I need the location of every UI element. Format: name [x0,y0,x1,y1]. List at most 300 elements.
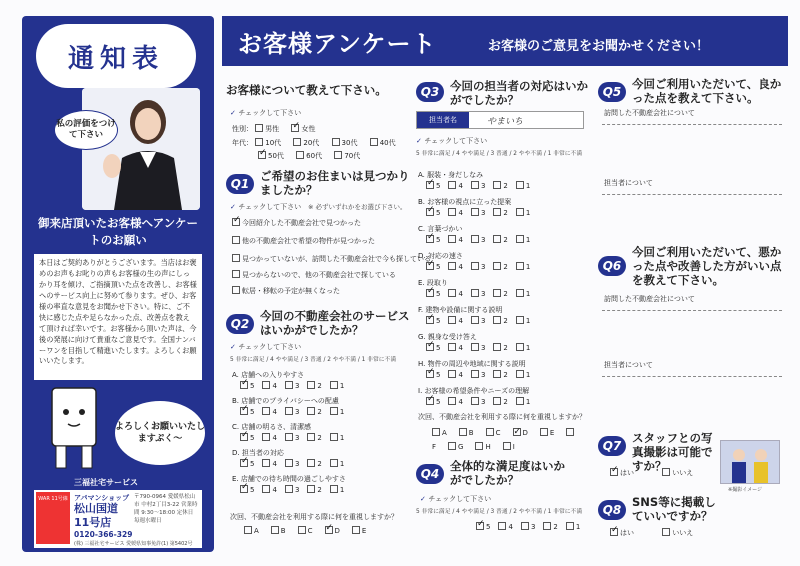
checkbox[interactable] [471,208,479,216]
checkbox-checked[interactable] [426,289,434,297]
checkbox[interactable] [296,151,304,159]
q2-next-option-label: E [361,527,367,535]
page-subtitle: お客様のご意見をお聞かせください！ [488,39,710,54]
q8-yes[interactable] [610,529,634,537]
age-60-label: 60代 [306,152,323,160]
q3-item-4-rating-1[interactable] [516,290,530,298]
checkbox[interactable] [307,407,315,415]
checkbox[interactable] [566,428,574,436]
q3-item-label: B. お客様の視点に立った提案 [418,198,512,206]
q4-rating-1-label: 1 [575,523,581,531]
q3-next-option-label: G [458,443,464,451]
q2-item-3-rating-5[interactable] [240,460,254,468]
gender-label: 性別： [232,125,253,133]
checkbox-checked[interactable] [325,526,333,534]
checkbox[interactable] [493,370,501,378]
q2-item-4-rating-2[interactable] [307,486,321,494]
checkbox[interactable] [471,289,479,297]
checkbox-checked[interactable] [258,151,266,159]
checkbox-checked[interactable] [426,235,434,243]
checkbox-checked[interactable] [426,370,434,378]
age-20-label: 20代 [303,139,320,147]
checkbox[interactable] [285,459,293,467]
q2-item-3-rating-5-label: 5 [250,460,255,468]
shop-line-3: 11号店 [74,515,112,529]
q3-item-2-rating-4[interactable] [448,236,462,244]
q3-item-8-rating-2-label: 2 [503,398,508,406]
q2-item-1-rating-4[interactable] [262,408,276,416]
q2-item-3-rating-1[interactable] [330,460,344,468]
q3-item-0-rating-4-label: 4 [458,182,463,190]
checkbox[interactable] [662,468,670,476]
q3-item-0-rating-5-label: 5 [436,182,441,190]
checkbox[interactable] [662,528,670,536]
age-20[interactable] [293,139,319,147]
q4-rating-2[interactable] [543,523,557,531]
photo-example [720,440,780,484]
checkbox[interactable] [298,526,306,534]
q2-item-label: D. 担当者の対応 [232,449,284,457]
mascot-figure [34,382,114,474]
q4-check: ✓ チェックして下さい [420,494,491,504]
checkbox[interactable] [471,370,479,378]
q3-item-4-rating-3[interactable] [471,290,485,298]
checkbox[interactable] [516,289,524,297]
q3-item-2-rating-5[interactable] [426,236,440,244]
q1-option-1[interactable] [232,218,361,228]
checkbox[interactable] [232,286,240,294]
q4-rating-3[interactable] [521,523,535,531]
q3-item-1-rating-4-label: 4 [458,209,463,217]
q2-item-0-rating-2[interactable] [307,382,321,390]
q2-item-rating [240,381,352,390]
q2-item-1-rating-2[interactable] [307,408,321,416]
q2-next-option-label: B [280,527,286,535]
checkbox[interactable] [471,181,479,189]
checkbox[interactable] [232,254,240,262]
checkbox[interactable] [448,343,456,351]
q3-item-3-rating-4[interactable] [448,263,462,271]
checkbox[interactable] [255,138,263,146]
shop-name [74,494,129,529]
q8-no[interactable] [662,529,693,537]
q6-label-staff: 担当者について [604,361,653,369]
checkbox[interactable] [493,343,501,351]
q3-item-3-rating-5-label: 5 [436,263,441,271]
checkbox[interactable] [262,433,270,441]
q2-item-4-rating-5[interactable] [240,486,254,494]
q5-write-area-1[interactable] [602,124,782,125]
q2-item-0-rating-1[interactable] [330,382,344,390]
q7-options [610,468,703,478]
q2-check: ✓ チェックして下さい [230,342,301,352]
checkbox-checked[interactable] [240,381,248,389]
q4-rating [476,522,588,531]
checkbox-checked[interactable] [426,262,434,270]
q3-item-3-rating-2[interactable] [493,263,507,271]
q3-item-5-rating-5[interactable] [426,317,440,325]
checkbox[interactable] [516,316,524,324]
q2-item-2-rating-5-label: 5 [250,434,255,442]
checkbox[interactable] [471,316,479,324]
q3-title: 今回の担当者の対応はいかがでしたか？ [450,79,588,107]
q3-item-2-rating-1[interactable] [516,236,530,244]
q2-item-0-rating-2-label: 2 [317,382,322,390]
q2-item-1-rating-3[interactable] [285,408,299,416]
q4-rating-4[interactable] [498,523,512,531]
q2-item-2-rating-3-label: 3 [294,434,300,442]
q1-option-4[interactable] [232,270,396,280]
q2-item-rating [240,433,352,442]
checkbox[interactable] [307,459,315,467]
checkbox[interactable] [471,343,479,351]
q3-item-8-rating-5[interactable] [426,398,440,406]
checkbox[interactable] [493,262,501,270]
q2-item-2-rating-2[interactable] [307,434,321,442]
q2-item-3-rating-2[interactable] [307,460,321,468]
q3-item-1-rating-1[interactable] [516,209,530,217]
checkbox[interactable] [471,397,479,405]
title-badge [36,24,196,88]
q2-item-2-rating-1[interactable] [330,434,344,442]
q3-item-8-rating-2[interactable] [493,398,507,406]
checkbox[interactable] [307,381,315,389]
q1-option-2[interactable] [232,236,375,246]
checkbox[interactable] [543,522,551,530]
checkbox[interactable] [475,442,483,450]
q3-next-option-B[interactable] [459,429,474,437]
q3-item-0-rating-3[interactable] [471,182,485,190]
checkbox[interactable] [493,235,501,243]
checkbox-checked[interactable] [426,343,434,351]
q3-item-5-rating-2-label: 2 [503,317,508,325]
checkbox-checked[interactable] [610,468,618,476]
checkbox[interactable] [516,208,524,216]
q3-item-1-rating-5[interactable] [426,209,440,217]
q3-item-4-rating-5[interactable] [426,290,440,298]
q2-item-0-rating-5[interactable] [240,382,254,390]
q3-item-6-rating-4[interactable] [448,344,462,352]
q3-item-label: E. 段取り [418,279,448,287]
q3-item-1-rating-4[interactable] [448,209,462,217]
q3-item-0-rating-2[interactable] [493,182,507,190]
age-50[interactable] [258,152,284,160]
bubble-rate-me: 私の評価をつけて下さい [54,110,118,150]
gender-female[interactable] [291,125,315,133]
shop-phone[interactable]: 0120-366-329 [74,530,133,539]
checkbox[interactable] [352,526,360,534]
checkbox[interactable] [332,138,340,146]
checkbox[interactable] [285,485,293,493]
q3-item-4-rating-4[interactable] [448,290,462,298]
checkbox[interactable] [448,208,456,216]
q2-item-2-rating-4[interactable] [262,434,276,442]
age-60[interactable] [296,152,322,160]
q7-no[interactable] [662,469,693,477]
checkbox[interactable] [232,270,240,278]
age-70[interactable] [334,152,360,160]
q3-item-1-rating-3[interactable] [471,209,485,217]
q2-next-option-A[interactable] [244,527,259,535]
q3-item-1-rating-2[interactable] [493,209,507,217]
age-40-label: 40代 [379,139,396,147]
q2-next-option-E[interactable] [352,527,366,535]
company-box [34,476,202,548]
q3-next-option-A[interactable] [432,429,447,437]
checkbox[interactable] [448,262,456,270]
checkbox[interactable] [448,181,456,189]
checkbox[interactable] [285,381,293,389]
section-customer-check: ✓ チェックして下さい [230,108,301,118]
checkbox[interactable] [330,407,338,415]
checkbox-checked[interactable] [513,428,521,436]
q3-item-7-rating-3[interactable] [471,371,485,379]
checkbox-checked[interactable] [291,124,299,132]
checkbox[interactable] [471,235,479,243]
q1-option-4-label: 見つからないので、他の不動産会社で探している [242,271,396,279]
checkbox[interactable] [448,235,456,243]
q4-rating-1[interactable] [566,523,580,531]
q6-write-area-1[interactable] [602,310,782,311]
q3-item-rating [426,208,538,217]
q2-item-3-rating-3-label: 3 [294,460,300,468]
q3-next-option-D[interactable] [513,429,528,437]
q3-item-5-rating-3[interactable] [471,317,485,325]
q3-item-0-rating-5[interactable] [426,182,440,190]
age-10-label: 10代 [265,139,282,147]
q3-item-2-rating-2[interactable] [493,236,507,244]
q2-scale: 5 非常に満足 / 4 やや満足 / 3 普通 / 2 やや不満 / 1 非常に不満 [230,357,397,363]
checkbox[interactable] [262,485,270,493]
q7-yes-label: はい [620,469,634,477]
checkbox[interactable] [448,289,456,297]
checkbox[interactable] [471,262,479,270]
checkbox[interactable] [370,138,378,146]
q3-item-6-rating-2[interactable] [493,344,507,352]
q1-option-3[interactable] [232,254,431,264]
q8-options [610,528,703,538]
checkbox-checked[interactable] [426,316,434,324]
q2-next-option-B[interactable] [271,527,286,535]
q3-item-7-rating-5[interactable] [426,371,440,379]
q3-next-option-C[interactable] [486,429,501,437]
checkbox[interactable] [516,235,524,243]
q3-next-option-E[interactable] [540,429,554,437]
q3-item-8-rating-4[interactable] [448,398,462,406]
q2-item-1-rating-1[interactable] [330,408,344,416]
q3-item-5-rating-1[interactable] [516,317,530,325]
q3-item-8-rating-5-label: 5 [436,398,441,406]
checkbox[interactable] [285,433,293,441]
q3-item-4-rating-2[interactable] [493,290,507,298]
checkbox[interactable] [493,397,501,405]
checkbox[interactable] [493,289,501,297]
q3-item-5-rating-4[interactable] [448,317,462,325]
q2-item-4-rating-3-label: 3 [294,486,300,494]
q3-next-option-label: F [432,443,437,451]
q2-item-2-rating-3[interactable] [285,434,299,442]
checkbox[interactable] [540,428,548,436]
q3-item-rating [426,316,538,325]
checkbox-checked[interactable] [610,528,618,536]
checkbox[interactable] [448,397,456,405]
checkbox-checked[interactable] [426,208,434,216]
checkbox[interactable] [493,181,501,189]
checkbox-checked[interactable] [240,485,248,493]
q3-item-3-rating-2-label: 2 [503,263,508,271]
q3-next-option-H[interactable] [475,443,490,451]
q1-option-1-label: 今回紹介した不動産会社で見つかった [242,219,361,227]
checkbox-checked[interactable] [240,459,248,467]
checkbox[interactable] [307,485,315,493]
age-10[interactable] [255,139,281,147]
checkbox[interactable] [516,343,524,351]
q3-item-5-rating-3-label: 3 [480,317,486,325]
checkbox[interactable] [244,526,252,534]
checkbox[interactable] [516,397,524,405]
q2-next-option-D[interactable] [325,527,340,535]
checkbox[interactable] [516,262,524,270]
checkbox[interactable] [459,428,467,436]
q2-item-3-rating-2-label: 2 [317,460,322,468]
q2-item-0-rating-4[interactable] [262,382,276,390]
age-70-label: 70代 [344,152,361,160]
age-30-label: 30代 [341,139,358,147]
q2-item-4-rating-5-label: 5 [250,486,255,494]
q3-next-option-I[interactable] [503,443,515,451]
q3-staff-name[interactable] [416,111,584,129]
checkbox[interactable] [262,459,270,467]
checkbox-checked[interactable] [426,181,434,189]
bubble-thanks: よろしくお願いいたしますぷく〜 [114,400,206,466]
q3-item-5-rating-2[interactable] [493,317,507,325]
q3-item-8-rating-1[interactable] [516,398,530,406]
q3-item-8-rating-3[interactable] [471,398,485,406]
checkbox-checked[interactable] [476,522,484,530]
q3-item-1-rating-5-label: 5 [436,209,441,217]
q2-item-4-rating-3[interactable] [285,486,299,494]
checkbox[interactable] [566,522,574,530]
q3-item-7-rating-2[interactable] [493,371,507,379]
checkbox[interactable] [262,381,270,389]
q3-item-2-rating-3[interactable] [471,236,485,244]
checkbox-checked[interactable] [240,407,248,415]
age-40[interactable] [370,139,396,147]
q4-rating-5[interactable] [476,523,490,531]
checkbox[interactable] [334,151,342,159]
q3-next-option-label: H [485,443,491,451]
q3-item-label: I. お客様の希望条件やニーズの理解 [418,387,530,395]
left-message: 本日はご契約ありがとうございます。当店はお褒めのお声もお叱りの声もお客様の生の声にしっかり耳を傾け、ご指摘頂いた点を改善し、お客様へのサービス向上に努めて参ります。ぜひ、お客様の率直な意見をお聞かせ下さい。特に、ご不快に感じた点や足らなかった点、改善点を教えて頂ければ幸いです。お客様から頂いた声は、今後の発展に向けて貴重なご意見です。全国ナンバーワンを目指して精進いたします。よろしくお願いいたします。 [34,254,202,380]
checkbox[interactable] [285,407,293,415]
checkbox[interactable] [232,236,240,244]
checkbox[interactable] [503,442,511,450]
checkbox[interactable] [493,316,501,324]
staff-illustration [82,88,200,210]
age-30[interactable] [332,139,358,147]
checkbox[interactable] [516,370,524,378]
q4-rating-3-label: 3 [530,523,536,531]
q2-item-2-rating-5[interactable] [240,434,254,442]
checkbox-checked[interactable] [232,218,240,226]
q3-item-7-rating-4[interactable] [448,371,462,379]
checkbox[interactable] [293,138,301,146]
checkbox-checked[interactable] [240,433,248,441]
q3-item-7-rating-5-label: 5 [436,371,441,379]
q2-item-3-rating-3[interactable] [285,460,299,468]
checkbox[interactable] [330,381,338,389]
checkbox[interactable] [498,522,506,530]
q6-label-company: 訪問した不動産会社について [604,295,695,303]
checkbox-checked[interactable] [426,397,434,405]
checkbox[interactable] [330,485,338,493]
shop-address: 〒790-0964 愛媛県松山市 中村2丁目3-22 営業時間 9:30〜18:00 定休日 毎週水曜日 [134,494,198,524]
q3-item-3-rating-1[interactable] [516,263,530,271]
checkbox[interactable] [521,522,529,530]
q3-item-7-rating-1[interactable] [516,371,530,379]
checkbox[interactable] [448,316,456,324]
q3-item-label: C. 言葉づかい [418,225,463,233]
q3-item-3-rating-3[interactable] [471,263,485,271]
checkbox[interactable] [516,181,524,189]
q1-option-5[interactable] [232,286,340,296]
q3-item-0-rating-1[interactable] [516,182,530,190]
q3-next-option-G[interactable] [448,443,463,451]
q3-item-label: D. 対応の速さ [418,252,463,260]
q2-next-options [244,526,378,535]
checkbox[interactable] [448,442,456,450]
q3-item-4-rating-row [426,290,538,298]
q6-write-area-2[interactable] [602,376,782,377]
checkbox[interactable] [262,407,270,415]
checkbox[interactable] [330,433,338,441]
q2-item-4-rating-4[interactable] [262,486,276,494]
q8-badge: Q8 [598,500,626,520]
gender-male[interactable] [255,125,279,133]
q7-yes[interactable] [610,469,634,477]
q3-item-label: H. 物件の周辺や地域に関する説明 [418,360,526,368]
checkbox[interactable] [330,459,338,467]
q3-item-6-rating-1[interactable] [516,344,530,352]
checkbox[interactable] [432,428,440,436]
q2-next-option-C[interactable] [298,527,313,535]
q3-item-6-rating-5[interactable] [426,344,440,352]
checkbox[interactable] [493,208,501,216]
q2-item-0-rating-3[interactable] [285,382,299,390]
q3-item-1-rating-1-label: 1 [525,209,531,217]
q3-item-rating [426,370,538,379]
q5-write-area-2[interactable] [602,194,782,195]
q3-item-3-rating-5[interactable] [426,263,440,271]
checkbox[interactable] [448,370,456,378]
checkbox[interactable] [486,428,494,436]
q3-badge: Q3 [416,82,444,102]
q3-item-6-rating-3[interactable] [471,344,485,352]
checkbox[interactable] [307,433,315,441]
checkbox[interactable] [255,124,263,132]
q2-item-1-rating-4-label: 4 [272,408,277,416]
q3-item-rating [426,343,538,352]
q3-item-0-rating-4[interactable] [448,182,462,190]
q2-item-3-rating-4[interactable] [262,460,276,468]
q2-item-4-rating-1[interactable] [330,486,344,494]
q2-item-1-rating-5[interactable] [240,408,254,416]
q3-item-1-rating-3-label: 3 [480,209,486,217]
q2-item-label: C. 店舗の明るさ、清潔感 [232,423,312,431]
badge-text: 通知表 [67,43,164,74]
q2-item-2-rating-4-label: 4 [272,434,277,442]
checkbox[interactable] [271,526,279,534]
